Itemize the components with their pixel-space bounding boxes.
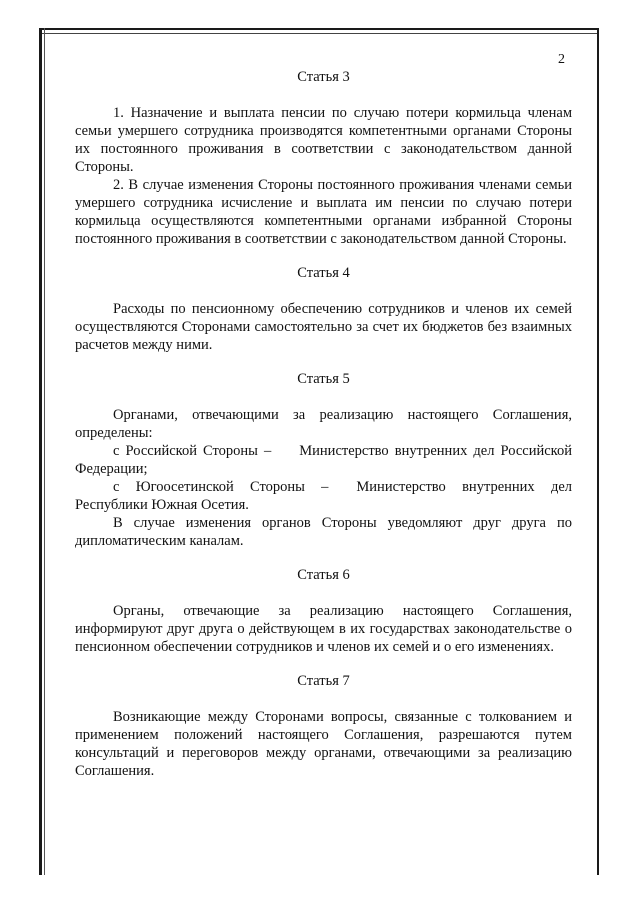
article-7-heading: Статья 7 [297, 673, 350, 689]
article-6-paragraph-1: Органы, отвечающие за реализацию настоящего Соглашения, информируют друг друга о действующем в их государствах законодательстве о пенсионном обеспечении сотрудников и членов их семей и о его изменениях. [75, 603, 572, 655]
article-3-paragraph-1: 1. Назначение и выплата пенсии по случаю потери кормильца членам семьи умершего сотрудника производятся компетентными органами Стороны их постоянного проживания в соответствии с законодательством данной Стороны. [75, 105, 572, 175]
article-4-paragraph-1: Расходы по пенсионному обеспечению сотрудников и членов их семей осуществляются Сторонами самостоятельно за счет их бюджетов без взаимных расчетов между ними. [75, 301, 572, 353]
article-5-heading: Статья 5 [297, 371, 350, 387]
russian-side-label: с Российской Стороны – [113, 443, 272, 459]
page-number: 2 [558, 52, 565, 67]
article-5-paragraph-1: Органами, отвечающими за реализацию настоящего Соглашения, определены: [75, 407, 572, 441]
article-5-paragraph-notification: В случае изменения органов Стороны уведомляют друг друга по дипломатическим каналам. [75, 515, 572, 549]
article-3-paragraph-2: 2. В случае изменения Стороны постоянного проживания членами семьи умершего сотрудника исчисление и выплата им пенсии по случаю потери кормильца осуществляются компетентными органами избранной Стороны постоянного проживания в соответствии с законодательством данной Стороны. [75, 177, 572, 247]
article-7-paragraph-1: Возникающие между Сторонами вопросы, связанные с толкованием и применением положений настоящего Соглашения, разрешаются путем консультаций и переговоров между органами, отвечающими за реализацию Соглашения. [75, 709, 572, 779]
page-border-top [39, 28, 599, 30]
article-6-heading: Статья 6 [297, 567, 350, 583]
page-border-left [39, 28, 42, 875]
article-4-heading: Статья 4 [297, 265, 350, 281]
document-body [75, 66, 572, 780]
article-3-heading: Статья 3 [297, 69, 350, 85]
page-border-left-inner [44, 28, 45, 875]
russian-side-authority: Министерство внутренних дел Российской Федерации; [75, 443, 572, 477]
south-ossetian-side-label: с Югоосетинской Стороны – [113, 479, 329, 495]
article-5-south-ossetian-side [75, 478, 572, 514]
page-border-top-inner [39, 33, 599, 34]
south-ossetian-side-authority: Министерство внутренних дел Республики Южная Осетия. [75, 479, 572, 513]
page-border-right [597, 28, 599, 875]
article-5-russian-side [75, 442, 572, 478]
